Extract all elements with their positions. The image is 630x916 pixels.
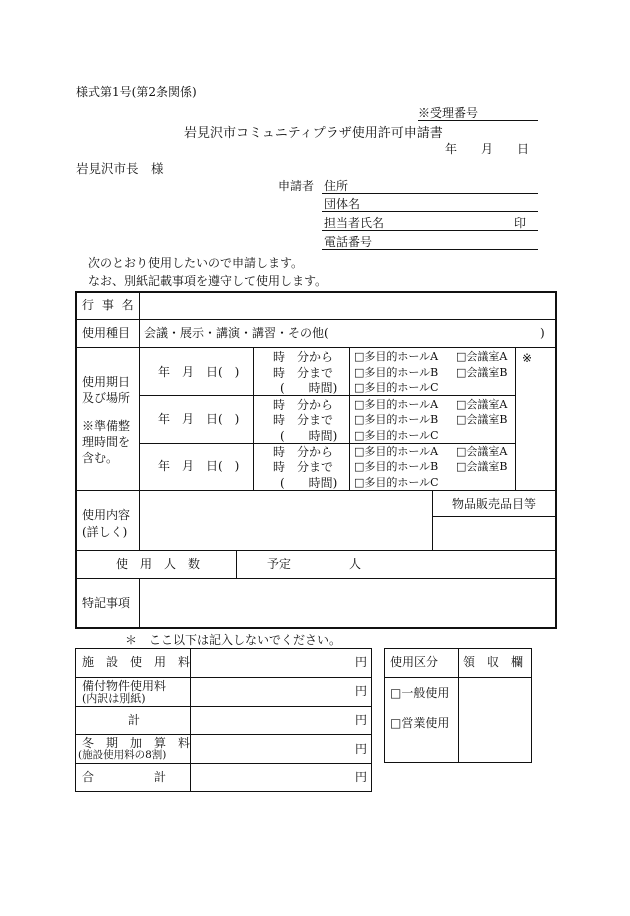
usage-options[interactable]: 会議・展示・講演・講習・その他( (144, 326, 329, 340)
addressee: 岩見沢市長 様 (76, 161, 164, 176)
row-divider (385, 677, 531, 678)
time-hours[interactable]: ( 時間) (280, 381, 338, 395)
fee-label-sub: (施設使用料の8割) (78, 749, 167, 761)
col-divider (236, 550, 237, 578)
period-row-divider (140, 443, 515, 444)
reception-number-label: ※受理番号 (418, 106, 479, 120)
fee-row-divider (76, 734, 371, 735)
room-hall-b[interactable]: □多目的ホールB (354, 460, 439, 473)
person-field[interactable]: 担当者氏名 (324, 216, 385, 230)
usage-class-header: 使用区分 (390, 655, 439, 669)
org-line (322, 211, 538, 212)
fee-unit[interactable]: 円 (355, 742, 368, 756)
fee-unit[interactable]: 円 (355, 684, 368, 698)
time-to[interactable]: 時 分まで (273, 460, 334, 474)
date-field[interactable]: 年 月 日 (445, 142, 530, 156)
notes-input[interactable] (141, 580, 555, 627)
room-hall-a[interactable]: □多目的ホールA (354, 350, 439, 363)
commercial-use-checkbox[interactable]: □営業使用 (390, 716, 450, 730)
period-date[interactable]: 年 月 日( ) (158, 459, 240, 473)
fee-label: 計 (128, 713, 141, 727)
fee-row-divider (76, 706, 371, 707)
period-label-line: 含む。 (82, 451, 119, 465)
room-hall-a[interactable]: □多目的ホールA (354, 398, 439, 411)
content-input[interactable] (141, 492, 431, 549)
phone-field[interactable]: 電話番号 (324, 235, 373, 249)
intro-text-1: 次のとおり使用したいので申請します。 (88, 256, 304, 270)
fee-label-sub: (内訳は別紙) (82, 692, 146, 705)
org-field[interactable]: 団体名 (324, 197, 361, 211)
col-divider (515, 347, 516, 490)
period-label-line: 理時間を (82, 435, 131, 449)
content-label-line: (詳しく) (82, 525, 128, 539)
time-from[interactable]: 時 分から (273, 445, 334, 459)
time-hours[interactable]: ( 時間) (280, 476, 338, 490)
fee-row-divider (76, 677, 371, 678)
room-hall-a[interactable]: □多目的ホールA (354, 445, 439, 458)
staff-mark: ※ (522, 351, 533, 365)
period-row-divider (140, 395, 515, 396)
row-divider (76, 319, 556, 320)
seal-mark: 印 (514, 216, 527, 230)
room-hall-b[interactable]: □多目的ホールB (354, 413, 439, 426)
fee-label: 施 設 使 用 料 (82, 655, 191, 669)
goods-label: 物品販売品目等 (452, 497, 537, 511)
content-label (82, 507, 130, 541)
fee-unit[interactable]: 円 (355, 713, 368, 727)
people-unit[interactable]: 人 (349, 557, 362, 571)
room-meeting-b[interactable]: □会議室B (456, 413, 508, 426)
general-use-checkbox[interactable]: □一般使用 (390, 686, 450, 700)
col-divider (139, 578, 140, 628)
people-label: 使 用 人 数 (116, 557, 201, 571)
row-divider (76, 490, 556, 491)
room-hall-c[interactable]: □多目的ホールC (354, 476, 439, 489)
time-hours[interactable]: ( 時間) (280, 429, 338, 443)
fee-row-divider (76, 763, 371, 764)
phone-line (322, 249, 538, 250)
period-label-line: ※準備整 (82, 419, 131, 433)
fee-label: 冬 期 加 算 料 (82, 736, 191, 750)
room-meeting-b[interactable]: □会議室B (456, 366, 508, 379)
col-divider (253, 347, 254, 490)
person-line (322, 230, 538, 231)
content-label-line: 使用内容 (82, 508, 131, 522)
fee-label: 備付物件使用料 (82, 679, 167, 693)
event-name-input[interactable] (141, 293, 555, 319)
reception-underline (418, 120, 538, 121)
fee-label: 合 計 (82, 770, 167, 784)
col-divider (458, 648, 459, 763)
period-label-line (82, 406, 130, 418)
goods-divider (433, 516, 556, 517)
col-divider (139, 292, 140, 550)
planned-label: 予定 (267, 557, 292, 571)
fee-unit[interactable]: 円 (355, 655, 368, 669)
row-divider (76, 578, 556, 579)
col-divider (432, 490, 433, 550)
time-to[interactable]: 時 分まで (273, 413, 334, 427)
page-title: 岩見沢市コミュニティプラザ使用許可申請書 (184, 126, 443, 141)
time-from[interactable]: 時 分から (273, 398, 334, 412)
col-divider (349, 347, 350, 490)
period-label-line: 及び場所 (82, 391, 131, 405)
usage-type-label: 使用種目 (82, 326, 131, 340)
period-date[interactable]: 年 月 日( ) (158, 365, 240, 379)
room-hall-c[interactable]: □多目的ホールC (354, 429, 439, 442)
room-hall-b[interactable]: □多目的ホールB (354, 366, 439, 379)
time-from[interactable]: 時 分から (273, 350, 334, 364)
applicant-label: 申請者 (278, 179, 315, 193)
room-hall-c[interactable]: □多目的ホールC (354, 381, 439, 394)
event-name-label: 行 事 名 (82, 298, 136, 312)
address-field[interactable]: 住所 (324, 179, 349, 193)
period-date[interactable]: 年 月 日( ) (158, 412, 240, 426)
form-number: 様式第1号(第2条関係) (76, 85, 197, 99)
room-meeting-a[interactable]: □会議室A (456, 350, 508, 363)
room-meeting-b[interactable]: □会議室B (456, 460, 508, 473)
period-label (82, 374, 130, 466)
fee-unit[interactable]: 円 (355, 770, 368, 784)
intro-text-2: なお、別紙記載事項を遵守して使用します。 (88, 274, 328, 288)
row-divider (76, 550, 556, 551)
notes-label: 特記事項 (82, 596, 131, 610)
office-use-note: ＊ ここ以下は記入しないでください。 (125, 633, 342, 647)
time-to[interactable]: 時 分まで (273, 366, 334, 380)
address-line (322, 193, 538, 194)
usage-close-paren: ) (540, 326, 545, 340)
row-divider (76, 347, 556, 348)
room-meeting-a[interactable]: □会議室A (456, 398, 508, 411)
col-divider (190, 648, 191, 792)
period-label-line: 使用期日 (82, 375, 131, 389)
room-meeting-a[interactable]: □会議室A (456, 445, 508, 458)
receipt-header: 領 収 欄 (463, 655, 524, 669)
